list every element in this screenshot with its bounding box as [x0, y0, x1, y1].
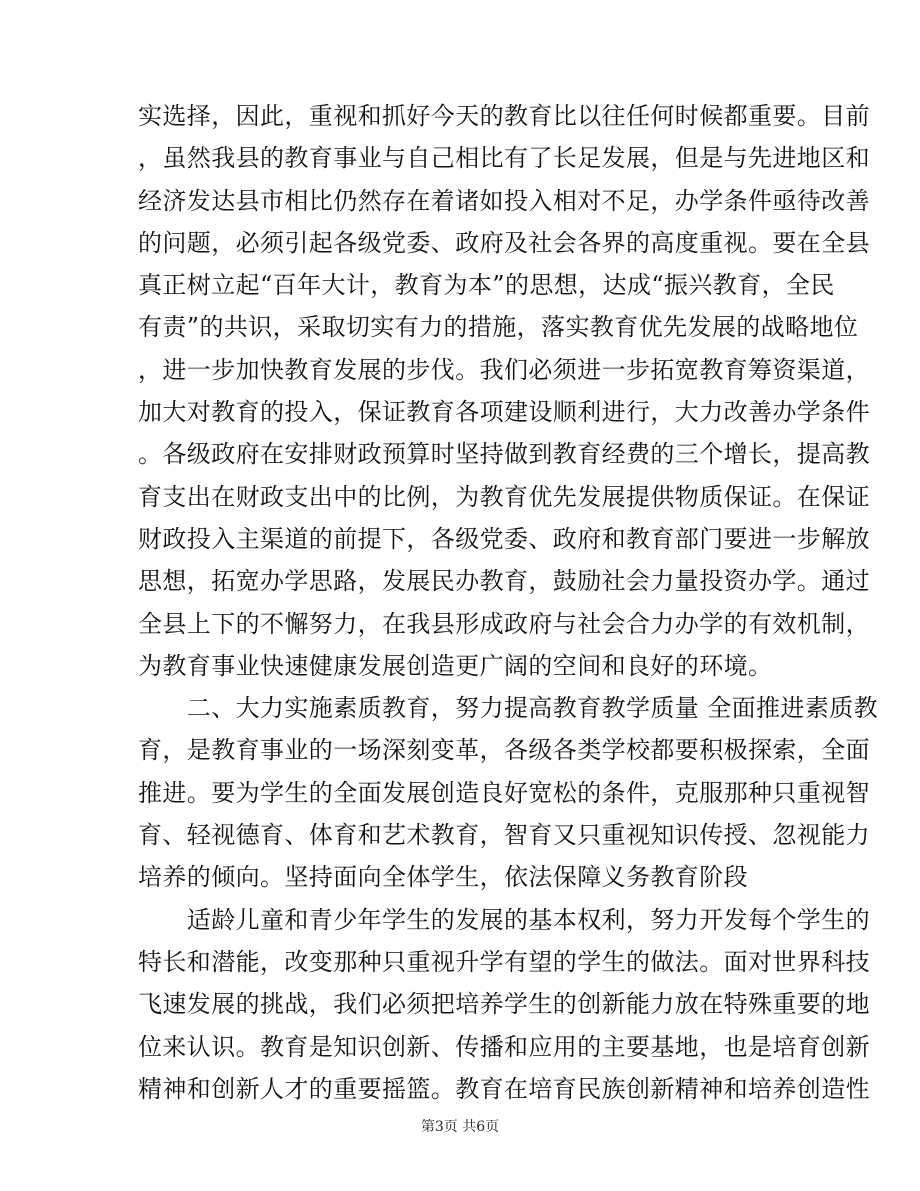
text-line: 加大对教育的投入，保证教育各项建设顺利进行，大力改善办学条件 — [138, 398, 870, 427]
text-line: 为教育事业快速健康发展创造更广阔的空间和良好的环境。 — [138, 651, 773, 680]
text-line: 精神和创新人才的重要摇篮。教育在培育民族创新精神和培养创造性 — [138, 1074, 870, 1103]
text-line: 有责”的共识，采取切实有力的措施，落实教育优先发展的战略地位 — [138, 313, 859, 342]
text-line: 二、大力实施素质教育，努力提高教育教学质量 全面推进素质教 — [138, 694, 879, 723]
text-line: 培养的倾向。坚持面向全体学生，依法保障义务教育阶段 — [138, 863, 748, 892]
text-line: 的问题，必须引起各级党委、政府及社会各界的高度重视。要在全县 — [138, 228, 870, 257]
text-line: 位来认识。教育是知识创新、传播和应用的主要基地，也是培育创新 — [138, 1032, 870, 1061]
text-line: 真正树立起“百年大计，教育为本”的思想，达成“振兴教育，全民 — [138, 271, 835, 300]
text-line: 思想，拓宽办学思路，发展民办教育，鼓励社会力量投资办学。通过 — [138, 567, 870, 596]
text-line: 育，是教育事业的一场深刻变革，各级各类学校都要积极探索，全面 — [138, 736, 870, 765]
text-line: 。各级政府在安排财政预算时坚持做到教育经费的三个增长，提高教 — [138, 440, 870, 469]
text-line: 育、轻视德育、体育和艺术教育，智育又只重视知识传授、忽视能力 — [138, 821, 870, 850]
page-footer: 第3页 共6页 — [420, 1119, 500, 1135]
text-line: 特长和潜能，改变那种只重视升学有望的学生的做法。面对世界科技 — [138, 947, 870, 976]
text-line: ，进一步加快教育发展的步伐。我们必须进一步拓宽教育筹资渠道， — [138, 355, 870, 384]
text-line: 飞速发展的挑战，我们必须把培养学生的创新能力放在特殊重要的地 — [138, 990, 870, 1019]
text-line: 全县上下的不懈努力，在我县形成政府与社会合力办学的有效机制， — [138, 609, 870, 638]
text-line: 实选择，因此，重视和抓好今天的教育比以往任何时候都重要。目前 — [138, 102, 870, 130]
text-line: 育支出在财政支出中的比例，为教育优先发展提供物质保证。在保证 — [138, 482, 870, 511]
text-line: 经济发达县市相比仍然存在着诸如投入相对不足，办学条件亟待改善 — [138, 186, 870, 215]
text-line: 适龄儿童和青少年学生的发展的基本权利，努力开发每个学生的 — [138, 905, 870, 934]
text-line: ，虽然我县的教育事业与自己相比有了长足发展，但是与先进地区和 — [138, 144, 870, 173]
body-text — [138, 95, 879, 1110]
text-line: 财政投入主渠道的前提下，各级党委、政府和教育部门要进一步解放 — [138, 524, 870, 553]
text-line: 推进。要为学生的全面发展创造良好宽松的条件，克服那种只重视智 — [138, 778, 870, 807]
